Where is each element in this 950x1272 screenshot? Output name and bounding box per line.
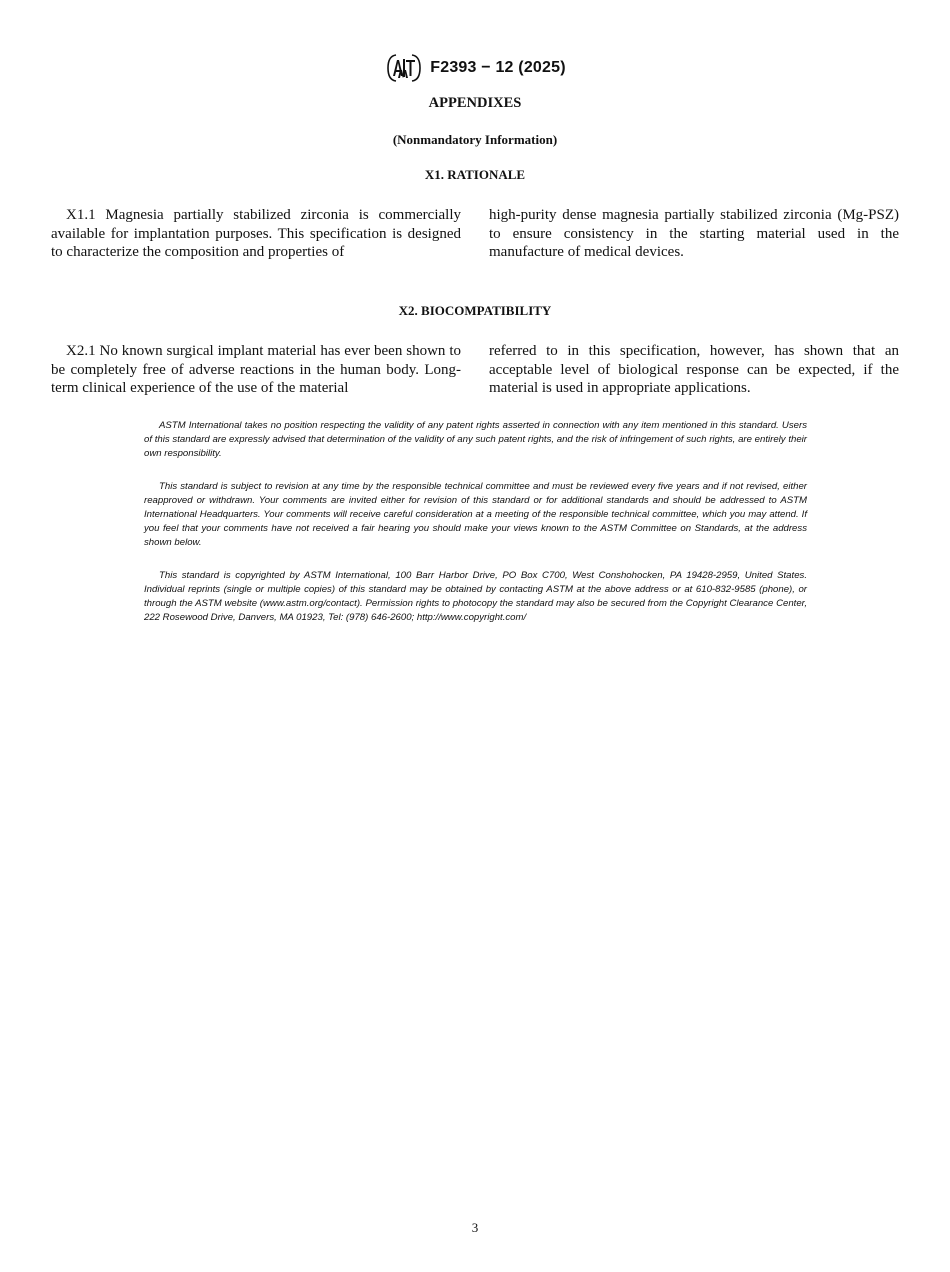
x1-paragraph-left: X1.1 Magnesia partially stabilized zirconia is commercially available for implantation purposes. This specification is designed to characterize the composition and properties of: [51, 207, 461, 260]
x2-paragraph-left: X2.1 No known surgical implant material has ever been shown to be completely free of adverse reactions in the human body. Long-term clinical experience of the use of the material: [51, 343, 461, 396]
x1-paragraph-right: high-purity dense magnesia partially stabilized zirconia (Mg-PSZ) to ensure consistency in the starting material used in the manufacture of medical devices.: [489, 207, 899, 260]
patent-notice: ASTM International takes no position respecting the validity of any patent rights asserted in connection with any item mentioned in this standard. Users of this standard are expressly advised that determination of the validity of any such patent rights, and the risk of infringement of such rights, are entirely their own responsibility.: [144, 420, 807, 459]
page-header: [0, 52, 950, 84]
appendixes-title: APPENDIXES: [428, 95, 522, 111]
x2-paragraph-right: referred to in this specification, however, has shown that an acceptable level of biological response can be expected, if the material is used in appropriate applications.: [489, 343, 899, 396]
section-heading-x2: X2. BIOCOMPATIBILITY: [398, 303, 552, 318]
astm-logo-icon: [384, 52, 424, 84]
page-number: 3: [471, 1220, 479, 1235]
appendixes-subtitle: (Nonmandatory Information): [392, 132, 558, 147]
copyright-notice: This standard is copyrighted by ASTM International, 100 Barr Harbor Drive, PO Box C700, West Conshohocken, PA 19428-2959, United States. Individual reprints (single or multiple copies) of this standard may be obtained by contacting ASTM at the above address or at 610-832-9585 (phone), or through the ASTM website (www.astm.org/contact). Permission rights to photocopy the standard may also be secured from the Copyright Clearance Center, 222 Rosewood Drive, Danvers, MA 01923, Tel: (978) 646-2600; http://www.copyright.com/: [144, 570, 807, 623]
revision-notice: This standard is subject to revision at any time by the responsible technical committee and must be reviewed every five years and if not revised, either reapproved or withdrawn. Your comments are invited either for revision of this standard or for additional standards and should be addressed to ASTM International Headquarters. Your comments will receive careful consideration at a meeting of the responsible technical committee, which you may attend. If you feel that your comments have not received a fair hearing you should make your views known to the ASTM Committee on Standards, at the address shown below.: [144, 481, 807, 548]
standard-designation: F2393 − 12 (2025): [430, 59, 566, 76]
section-heading-x1: X1. RATIONALE: [424, 167, 526, 182]
